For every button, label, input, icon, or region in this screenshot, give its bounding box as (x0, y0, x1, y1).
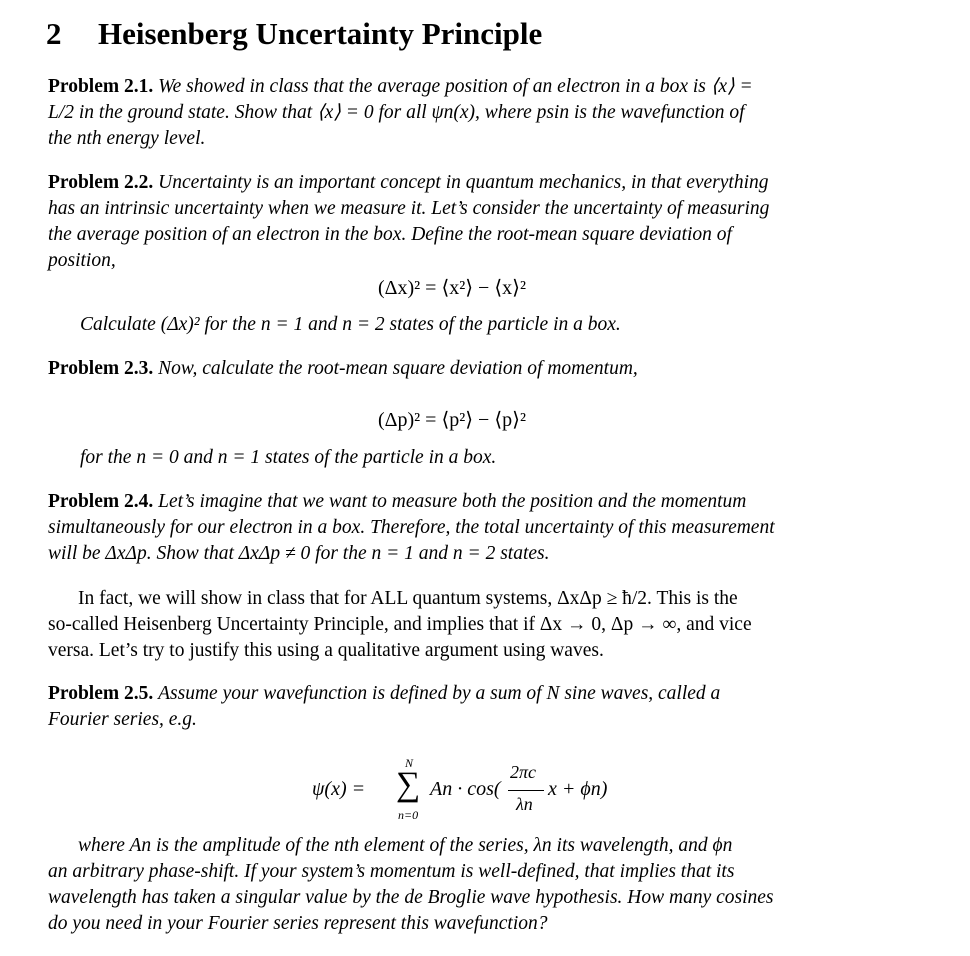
problem-2-5-text-1: Assume your wavefunction is defined by a sum of N sine waves, called a (158, 683, 721, 704)
problem-2-5-line-6: do you need in your Fourier series represent this wavefunction? (48, 913, 548, 934)
equation-lhs: ψ(x) = (312, 778, 366, 800)
rms-position-equation: (Δx)² = ⟨x²⟩ − ⟨x⟩² (378, 277, 526, 299)
problem-2-5-line-4: an arbitrary phase-shift. If your system’s momentum is well-defined, that implies that its (48, 861, 735, 882)
problem-2-2-text-1: Uncertainty is an important concept in quantum mechanics, in that everything (158, 172, 769, 193)
summation-symbol: ∑ (396, 766, 421, 803)
problem-2-3-label: Problem 2.3. (48, 358, 154, 379)
fraction-bar (508, 790, 544, 791)
problem-2-3-text-1: Now, calculate the root-mean square deviation of momentum, (158, 358, 638, 379)
problem-2-1-text-1: We showed in class that the average position of an electron in a box is ⟨x⟩ = (158, 76, 753, 97)
problem-2-5-line-2: Fourier series, e.g. (48, 709, 197, 730)
fourier-series-equation (312, 756, 632, 826)
problem-2-5-line-5: wavelength has taken a singular value by the de Broglie wave hypothesis. How many cosines (48, 887, 774, 908)
problem-2-1-label: Problem 2.1. (48, 76, 154, 97)
problem-2-1-line-1 (48, 75, 891, 99)
cosine-term: An · cos( (430, 778, 501, 800)
problem-2-2-line-2: has an intrinsic uncertainty when we measure it. Let’s consider the uncertainty of measuring (48, 198, 770, 219)
section-title: Heisenberg Uncertainty Principle (98, 16, 543, 51)
problem-2-4-line-1 (48, 490, 891, 514)
rms-momentum-equation: (Δp)² = ⟨p²⟩ − ⟨p⟩² (378, 409, 526, 431)
problem-2-2-line-4: position, (48, 250, 116, 271)
problem-2-2-line-3: the average position of an electron in the box. Define the root-mean square deviation of (48, 224, 732, 245)
problem-2-4-text-1: Let’s imagine that we want to measure both the position and the momentum (158, 491, 747, 512)
problem-2-5-label: Problem 2.5. (48, 683, 154, 704)
problem-2-2-line-5: Calculate (Δx)² for the n = 1 and n = 2 states of the particle in a box. (80, 314, 621, 335)
sum-upper-limit: N (405, 756, 414, 770)
problem-2-2-line-1 (48, 171, 891, 195)
problem-2-4-line-3: will be ΔxΔp. Show that ΔxΔp ≠ 0 for the n = 1 and n = 2 states. (48, 543, 550, 564)
sum-lower-limit: n=0 (398, 808, 419, 822)
problem-2-1-line-3: the nth energy level. (48, 128, 206, 149)
paragraph-line-2: so-called Heisenberg Uncertainty Principle, and implies that if Δx → 0, Δp → ∞, and vice (48, 614, 752, 635)
equation-tail: x + ϕn) (548, 778, 608, 800)
paragraph-line-1: In fact, we will show in class that for ALL quantum systems, ΔxΔp ≥ ħ/2. This is the (78, 588, 738, 609)
section-heading (46, 16, 542, 52)
problem-2-2-label: Problem 2.2. (48, 172, 154, 193)
section-number: 2 (46, 16, 62, 51)
problem-2-3-line-1 (48, 357, 891, 381)
fraction-numerator: 2πc (510, 762, 537, 782)
problem-2-3-line-2: for the n = 0 and n = 1 states of the particle in a box. (80, 447, 497, 468)
fraction-denominator: λn (516, 794, 533, 814)
problem-2-5-line-3: where An is the amplitude of the nth element of the series, λn its wavelength, and ϕn (78, 835, 733, 856)
problem-2-1-line-2: L/2 in the ground state. Show that ⟨x⟩ = 0 for all ψn(x), where psin is the wavefunction of (48, 102, 745, 123)
problem-2-5-line-1 (48, 682, 891, 706)
paragraph-line-3: versa. Let’s try to justify this using a qualitative argument using waves. (48, 640, 604, 661)
problem-2-4-label: Problem 2.4. (48, 491, 154, 512)
problem-2-4-line-2: simultaneously for our electron in a box. Therefore, the total uncertainty of this measurement (48, 517, 775, 538)
